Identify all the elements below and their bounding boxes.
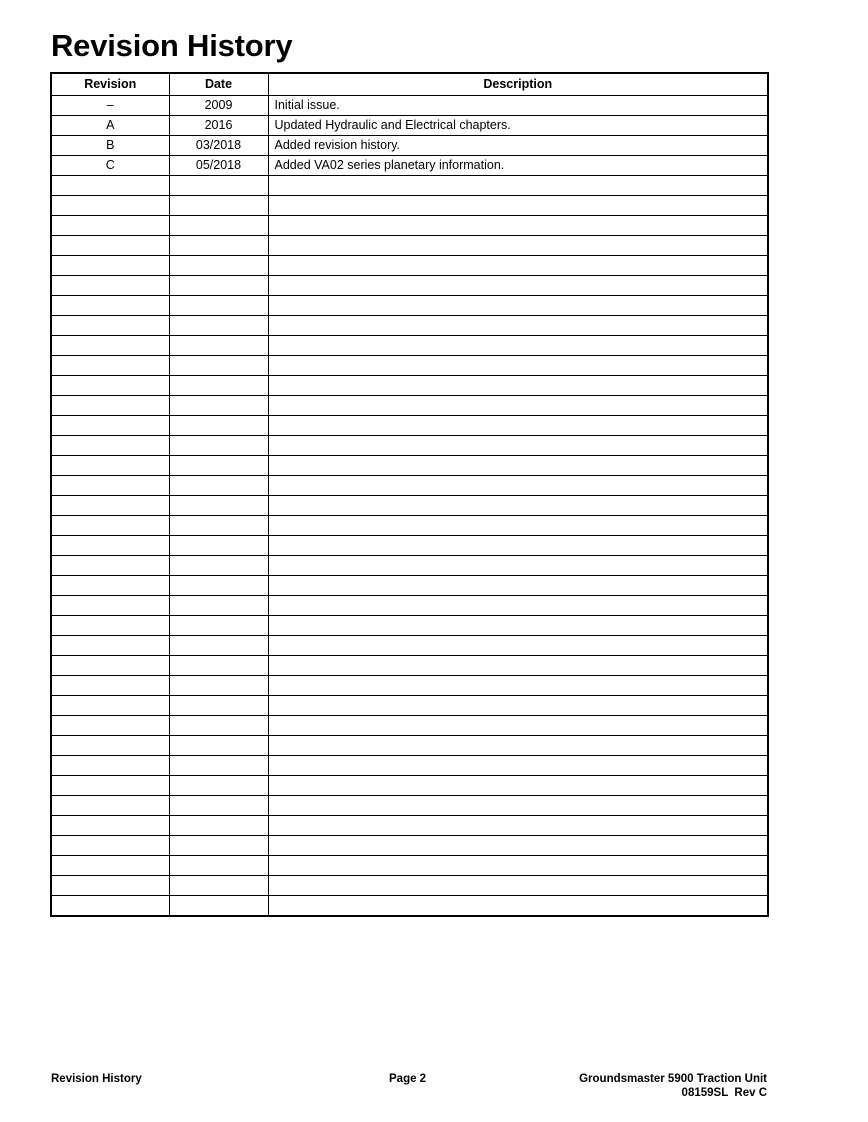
revision-cell: [51, 476, 169, 496]
description-cell: [268, 476, 768, 496]
description-cell: [268, 356, 768, 376]
revision-cell: [51, 296, 169, 316]
footer-product-name: Groundsmaster 5900 Traction Unit: [579, 1073, 767, 1085]
revision-cell: [51, 316, 169, 336]
date-cell: [169, 336, 268, 356]
description-cell: [268, 776, 768, 796]
date-cell: [169, 676, 268, 696]
table-row: [51, 136, 768, 156]
revision-cell: [51, 496, 169, 516]
empty-table-row: [51, 556, 768, 576]
empty-table-row: [51, 676, 768, 696]
description-cell: [268, 796, 768, 816]
date-cell: [169, 216, 268, 236]
date-cell: [169, 796, 268, 816]
revision-cell: [51, 276, 169, 296]
empty-table-row: [51, 496, 768, 516]
description-cell: [268, 696, 768, 716]
empty-table-row: [51, 796, 768, 816]
empty-table-row: [51, 656, 768, 676]
empty-table-row: [51, 696, 768, 716]
revision-cell: [51, 376, 169, 396]
description-cell: [268, 176, 768, 196]
empty-table-row: [51, 396, 768, 416]
empty-table-row: [51, 516, 768, 536]
revision-cell: [51, 816, 169, 836]
date-cell: [169, 196, 268, 216]
revision-cell: [51, 556, 169, 576]
description-cell: [268, 376, 768, 396]
revision-cell: [51, 176, 169, 196]
footer-section-title: Revision History: [51, 1073, 142, 1085]
date-cell: 05/2018: [169, 156, 268, 176]
table-row: [51, 116, 768, 136]
date-cell: [169, 376, 268, 396]
revision-cell: [51, 516, 169, 536]
empty-table-row: [51, 236, 768, 256]
date-cell: [169, 716, 268, 736]
empty-table-row: [51, 716, 768, 736]
revision-cell: C: [51, 156, 169, 176]
empty-table-row: [51, 356, 768, 376]
description-cell: [268, 336, 768, 356]
date-cell: [169, 416, 268, 436]
empty-table-row: [51, 436, 768, 456]
date-cell: [169, 456, 268, 476]
column-header-description: Description: [268, 73, 768, 96]
date-cell: [169, 476, 268, 496]
description-cell: [268, 256, 768, 276]
description-cell: [268, 636, 768, 656]
revision-cell: [51, 676, 169, 696]
date-cell: [169, 496, 268, 516]
date-cell: [169, 836, 268, 856]
empty-table-row: [51, 856, 768, 876]
description-cell: [268, 316, 768, 336]
description-cell: Added revision history.: [268, 136, 768, 156]
column-header-date: Date: [169, 73, 268, 96]
empty-table-row: [51, 896, 768, 917]
date-cell: [169, 536, 268, 556]
empty-table-row: [51, 776, 768, 796]
date-cell: [169, 436, 268, 456]
description-cell: [268, 596, 768, 616]
footer-document-id: [579, 1072, 767, 1100]
description-cell: [268, 756, 768, 776]
revision-cell: [51, 756, 169, 776]
date-cell: [169, 616, 268, 636]
date-cell: [169, 896, 268, 917]
revision-cell: [51, 836, 169, 856]
date-cell: [169, 236, 268, 256]
description-cell: Initial issue.: [268, 96, 768, 116]
description-cell: [268, 496, 768, 516]
date-cell: [169, 696, 268, 716]
date-cell: [169, 656, 268, 676]
empty-table-row: [51, 336, 768, 356]
revision-cell: [51, 456, 169, 476]
date-cell: [169, 596, 268, 616]
empty-table-row: [51, 416, 768, 436]
empty-table-row: [51, 276, 768, 296]
table-header-row: [51, 73, 768, 96]
revision-cell: [51, 236, 169, 256]
revision-cell: A: [51, 116, 169, 136]
date-cell: [169, 816, 268, 836]
empty-table-row: [51, 476, 768, 496]
revision-cell: [51, 736, 169, 756]
description-cell: [268, 296, 768, 316]
description-cell: [268, 456, 768, 476]
description-cell: Updated Hydraulic and Electrical chapters.: [268, 116, 768, 136]
column-header-revision: Revision: [51, 73, 169, 96]
date-cell: [169, 556, 268, 576]
revision-cell: [51, 396, 169, 416]
revision-cell: –: [51, 96, 169, 116]
revision-cell: [51, 776, 169, 796]
revision-cell: [51, 616, 169, 636]
revision-table: [50, 72, 769, 917]
revision-cell: [51, 216, 169, 236]
empty-table-row: [51, 256, 768, 276]
empty-table-row: [51, 576, 768, 596]
table-row: [51, 156, 768, 176]
date-cell: [169, 316, 268, 336]
date-cell: [169, 576, 268, 596]
date-cell: [169, 516, 268, 536]
description-cell: [268, 856, 768, 876]
description-cell: Added VA02 series planetary information.: [268, 156, 768, 176]
date-cell: [169, 756, 268, 776]
empty-table-row: [51, 736, 768, 756]
date-cell: [169, 296, 268, 316]
date-cell: [169, 356, 268, 376]
description-cell: [268, 556, 768, 576]
description-cell: [268, 196, 768, 216]
empty-table-row: [51, 756, 768, 776]
description-cell: [268, 396, 768, 416]
empty-table-row: [51, 316, 768, 336]
footer-revision-code: 08159SL Rev C: [681, 1087, 767, 1099]
date-cell: [169, 876, 268, 896]
date-cell: 2016: [169, 116, 268, 136]
description-cell: [268, 836, 768, 856]
empty-table-row: [51, 636, 768, 656]
date-cell: [169, 256, 268, 276]
empty-table-row: [51, 536, 768, 556]
description-cell: [268, 516, 768, 536]
revision-cell: [51, 596, 169, 616]
description-cell: [268, 576, 768, 596]
revision-cell: [51, 576, 169, 596]
description-cell: [268, 816, 768, 836]
empty-table-row: [51, 876, 768, 896]
revision-cell: [51, 696, 169, 716]
revision-cell: [51, 336, 169, 356]
date-cell: [169, 176, 268, 196]
description-cell: [268, 216, 768, 236]
date-cell: [169, 276, 268, 296]
footer-page-number: Page 2: [389, 1073, 427, 1085]
description-cell: [268, 736, 768, 756]
revision-cell: [51, 636, 169, 656]
revision-cell: [51, 856, 169, 876]
date-cell: [169, 736, 268, 756]
empty-table-row: [51, 376, 768, 396]
revision-cell: [51, 416, 169, 436]
description-cell: [268, 616, 768, 636]
description-cell: [268, 436, 768, 456]
date-cell: [169, 636, 268, 656]
empty-table-row: [51, 296, 768, 316]
revision-cell: [51, 876, 169, 896]
empty-table-row: [51, 176, 768, 196]
description-cell: [268, 876, 768, 896]
description-cell: [268, 276, 768, 296]
revision-cell: B: [51, 136, 169, 156]
revision-cell: [51, 796, 169, 816]
date-cell: 03/2018: [169, 136, 268, 156]
date-cell: [169, 776, 268, 796]
table-body: [51, 96, 768, 917]
empty-table-row: [51, 456, 768, 476]
date-cell: 2009: [169, 96, 268, 116]
date-cell: [169, 856, 268, 876]
date-cell: [169, 396, 268, 416]
table-row: [51, 96, 768, 116]
empty-table-row: [51, 616, 768, 636]
description-cell: [268, 656, 768, 676]
description-cell: [268, 716, 768, 736]
revision-cell: [51, 896, 169, 917]
empty-table-row: [51, 816, 768, 836]
description-cell: [268, 896, 768, 917]
empty-table-row: [51, 596, 768, 616]
description-cell: [268, 536, 768, 556]
empty-table-row: [51, 196, 768, 216]
empty-table-row: [51, 216, 768, 236]
revision-cell: [51, 436, 169, 456]
revision-cell: [51, 196, 169, 216]
revision-cell: [51, 656, 169, 676]
revision-cell: [51, 256, 169, 276]
description-cell: [268, 676, 768, 696]
page-title: Revision History: [51, 28, 293, 63]
empty-table-row: [51, 836, 768, 856]
description-cell: [268, 236, 768, 256]
description-cell: [268, 416, 768, 436]
revision-cell: [51, 356, 169, 376]
revision-cell: [51, 536, 169, 556]
revision-cell: [51, 716, 169, 736]
